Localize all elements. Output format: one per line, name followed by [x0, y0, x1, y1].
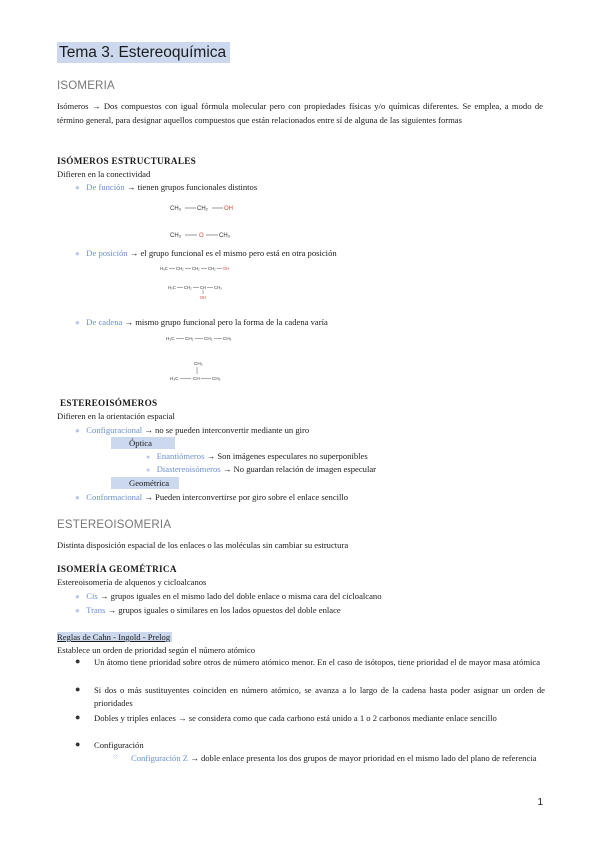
- struct-p1-atom-0: H₃C: [160, 266, 168, 271]
- estructurales-heading: ISÓMEROS ESTRUCTURALES: [57, 156, 197, 166]
- struct-c1-atom-0: H₃C: [166, 336, 175, 341]
- struct-f2-atom-1: O: [199, 233, 204, 239]
- optica-label: Óptica: [111, 437, 179, 449]
- list-item-enantiomeros: ● Enantiómeros → Son imágenes especulares no superponibles: [146, 451, 368, 461]
- bullet-icon: ●: [75, 684, 81, 694]
- cip-rule-2: ● Si dos o más sustituyentes coinciden en número atómico, se avanza a lo largo de la cadena hasta poder asignar un orden de prioridades: [75, 684, 545, 708]
- estereoisomeria-heading: ESTEREOISOMERIA: [57, 519, 172, 531]
- list-item-de-funcion: ● De función → tienen grupos funcionales distintos: [75, 182, 258, 192]
- struct-p1-atom-3: CH₂: [208, 266, 216, 271]
- list-item-de-cadena: ● De cadena → mismo grupo funcional pero la forma de la cadena varía: [75, 317, 328, 327]
- isomeria-definition: Isómeros → Dos compuestos con igual fórmula molecular pero con propiedades físicas y/o químicas diferentes. Se emplea, a modo de término general, para designar aquellos compuestos que están relacionados entre sí de alguna de las siguientes formas: [57, 101, 543, 125]
- bullet-icon: ●: [75, 183, 80, 192]
- struct-p2-atom-1: CH₂: [184, 285, 192, 290]
- struct-c2-atom-3: CH₃: [212, 376, 221, 381]
- bullet-icon: ●: [75, 318, 80, 327]
- struct-f2-atom-0: CH₃: [170, 233, 182, 239]
- list-item-conformacional: ● Conformacional → Pueden interconvertirse por giro sobre el enlace sencillo: [75, 492, 349, 502]
- estereoisomeria-definition: Distinta disposición espacial de los enlaces o las moléculas sin cambiar su estructura: [57, 540, 349, 550]
- estructurales-intro: Difieren en la conectividad: [57, 169, 151, 179]
- funcion-structures: [165, 200, 275, 244]
- struct-f1-atom-0: CH₃: [170, 206, 182, 212]
- struct-c2-atom-1: H₃C: [170, 376, 179, 381]
- page-title: Tema 3. Estereoquímica: [57, 42, 230, 63]
- struct-p2-atom-0: H₃C: [168, 285, 176, 290]
- struct-f1-atom-1: CH₂: [197, 206, 208, 212]
- struct-p1-atom-4: OH: [223, 266, 230, 271]
- cip-rule-1: ● Un átomo tiene prioridad sobre otros de número atómico menor. En el caso de isótopos, tiene prioridad el de mayor masa atómica: [75, 656, 541, 667]
- bullet-icon: ●: [75, 592, 80, 601]
- bullet-icon: ●: [75, 249, 80, 258]
- struct-p2-atom-2: CH: [200, 285, 207, 290]
- bullet-icon: ●: [75, 739, 81, 749]
- list-item-de-posicion: ● De posición → el grupo funcional es el mismo pero está en otra posición: [75, 248, 337, 258]
- cip-intro: Establece un orden de prioridad según el número atómico: [57, 645, 256, 655]
- list-item-diastereoisomeros: ● Diastereoisómeros → No guardan relación de imagen especular: [146, 464, 377, 474]
- bullet-icon: ●: [146, 466, 151, 474]
- estereoisomeros-intro: Difieren en la orientación espacial: [57, 411, 175, 421]
- cip-rule-4: ● Configuración: [75, 739, 144, 750]
- posicion-structures: [158, 262, 248, 302]
- struct-c1-atom-2: CH₂: [204, 336, 213, 341]
- bullet-icon: ●: [75, 426, 80, 435]
- struct-p1-atom-1: CH₂: [176, 266, 184, 271]
- struct-f1-atom-2: OH: [224, 206, 233, 212]
- estereoisomeros-heading: ESTEREOISÓMEROS: [60, 398, 158, 408]
- list-item-trans: ● Trans → grupos iguales o similares en los lados opuestos del doble enlace: [75, 605, 341, 615]
- struct-p1-atom-2: CH₂: [192, 266, 200, 271]
- struct-f2-atom-2: CH₃: [219, 233, 231, 239]
- bullet-icon: ●: [75, 656, 81, 666]
- list-item-cis: ● Cis → grupos iguales en el mismo lado del doble enlace o misma cara del cicloalcano: [75, 591, 382, 601]
- struct-p2-atom-3: CH₃: [214, 285, 222, 290]
- bullet-icon: ●: [75, 606, 80, 615]
- isomeria-heading: ISOMERIA: [57, 80, 115, 92]
- struct-p2-atom-4: OH: [200, 295, 207, 300]
- page-number: 1: [537, 797, 543, 808]
- struct-c1-atom-1: CH₂: [185, 336, 194, 341]
- cip-heading: Reglas de Cahn - Ingold - Prelog: [57, 632, 171, 642]
- bullet-icon: ●: [75, 493, 80, 502]
- struct-c2-atom-0: CH₃: [194, 361, 203, 366]
- list-item-configuracional: ● Configuracional → no se pueden interconvertir mediante un giro: [75, 425, 310, 435]
- cadena-structures: [160, 330, 250, 386]
- geometrica-intro: Estereoisomería de alquenos y cicloalcanos: [57, 577, 207, 587]
- geometrica-label: Geométrica: [111, 477, 179, 489]
- bullet-icon: ●: [75, 712, 81, 722]
- struct-c1-atom-3: CH₃: [223, 336, 232, 341]
- cip-rule-3: ● Dobles y triples enlaces → se considera como que cada carbono está unido a 1 o 2 carbonos mediante enlace sencillo: [75, 712, 497, 723]
- list-item-configuracion-z: ○ Configuración Z → doble enlace presenta los dos grupos de mayor prioridad en el mismo lado del plano de referencia: [113, 752, 537, 763]
- geometrica-heading: ISOMERÍA GEOMÉTRICA: [57, 564, 177, 574]
- struct-c2-atom-2: CH: [193, 376, 200, 381]
- circle-bullet-icon: ○: [113, 752, 118, 761]
- bullet-icon: ●: [146, 453, 151, 461]
